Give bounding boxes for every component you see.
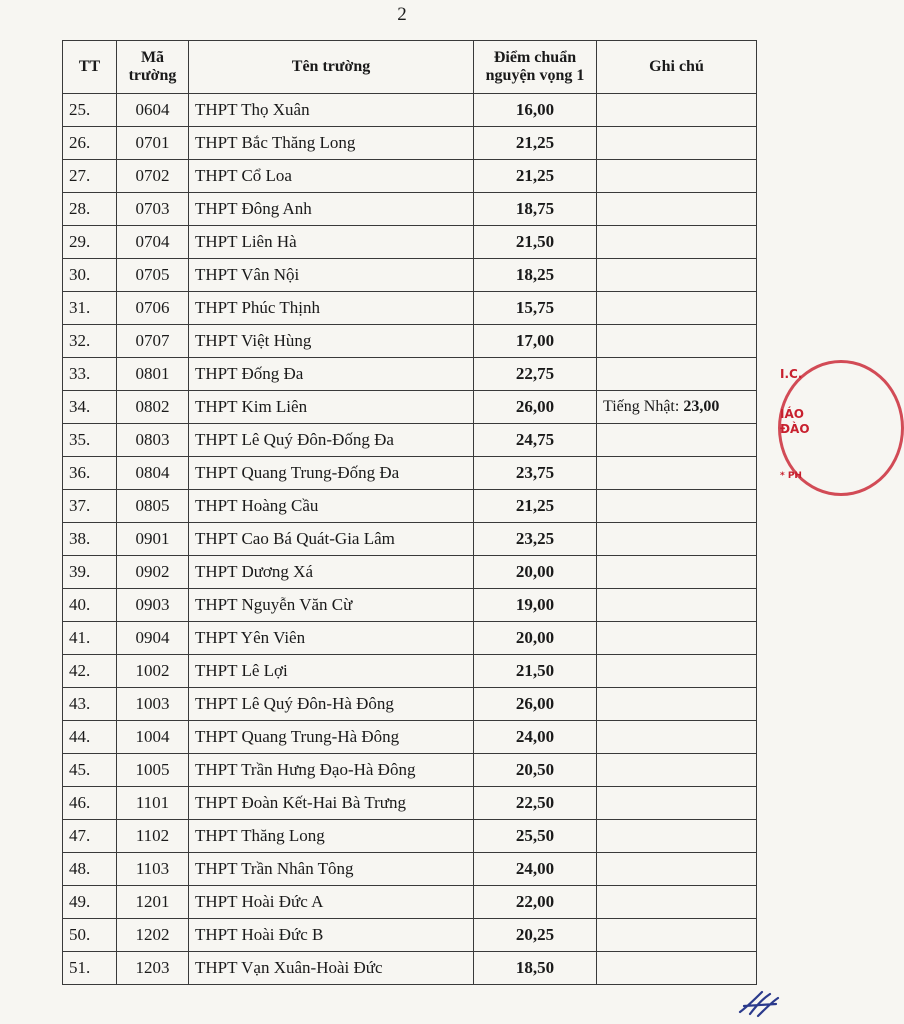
- school-name: THPT Lê Lợi: [189, 655, 474, 688]
- row-number: 33.: [63, 358, 117, 391]
- row-number: 28.: [63, 193, 117, 226]
- row-number: 49.: [63, 886, 117, 919]
- row-number: 32.: [63, 325, 117, 358]
- school-code: 0604: [117, 94, 189, 127]
- school-code: 0802: [117, 391, 189, 424]
- row-number: 46.: [63, 787, 117, 820]
- note: [597, 325, 757, 358]
- school-name: THPT Hoàng Cầu: [189, 490, 474, 523]
- school-code: 1103: [117, 853, 189, 886]
- stamp-text-line: IÁO: [780, 407, 804, 421]
- note: [597, 391, 757, 424]
- signature-mark: [736, 988, 782, 1018]
- note: [597, 919, 757, 952]
- table-row: [63, 424, 757, 457]
- school-code: 0804: [117, 457, 189, 490]
- row-number: 45.: [63, 754, 117, 787]
- note: [597, 655, 757, 688]
- table-row: [63, 655, 757, 688]
- header-note: Ghi chú: [597, 41, 757, 94]
- note: [597, 787, 757, 820]
- note: [597, 358, 757, 391]
- school-code: 0803: [117, 424, 189, 457]
- table-row: [63, 94, 757, 127]
- page-number: 2: [397, 4, 407, 25]
- school-code: 1002: [117, 655, 189, 688]
- row-number: 38.: [63, 523, 117, 556]
- row-number: 44.: [63, 721, 117, 754]
- row-number: 36.: [63, 457, 117, 490]
- school-name: THPT Vân Nội: [189, 259, 474, 292]
- cutoff-score: 24,75: [474, 424, 597, 457]
- table-row: [63, 127, 757, 160]
- table-row: [63, 358, 757, 391]
- official-stamp: [778, 360, 810, 490]
- header-school-name: Tên trường: [189, 41, 474, 94]
- stamp-text-line: ĐÀO: [780, 422, 810, 436]
- school-name: THPT Cổ Loa: [189, 160, 474, 193]
- school-name: THPT Đông Anh: [189, 193, 474, 226]
- school-code: 0706: [117, 292, 189, 325]
- row-number: 39.: [63, 556, 117, 589]
- note: [597, 424, 757, 457]
- table-body: [63, 94, 757, 985]
- school-name: THPT Bắc Thăng Long: [189, 127, 474, 160]
- school-code: 1101: [117, 787, 189, 820]
- row-number: 31.: [63, 292, 117, 325]
- row-number: 40.: [63, 589, 117, 622]
- school-code: 0704: [117, 226, 189, 259]
- school-name: THPT Thọ Xuân: [189, 94, 474, 127]
- note: [597, 688, 757, 721]
- row-number: 50.: [63, 919, 117, 952]
- note: [597, 226, 757, 259]
- cutoff-score: 22,50: [474, 787, 597, 820]
- row-number: 35.: [63, 424, 117, 457]
- school-name: THPT Lê Quý Đôn-Hà Đông: [189, 688, 474, 721]
- note: [597, 886, 757, 919]
- table-row: [63, 259, 757, 292]
- school-name: THPT Hoài Đức A: [189, 886, 474, 919]
- note: [597, 94, 757, 127]
- table-row: [63, 325, 757, 358]
- school-name: THPT Trần Nhân Tông: [189, 853, 474, 886]
- table-row: [63, 490, 757, 523]
- school-code: 1004: [117, 721, 189, 754]
- stamp-text-line: * PH: [780, 471, 802, 481]
- cutoff-score: 22,00: [474, 886, 597, 919]
- school-name: THPT Nguyễn Văn Cừ: [189, 589, 474, 622]
- note: [597, 622, 757, 655]
- school-code: 1202: [117, 919, 189, 952]
- school-name: THPT Vạn Xuân-Hoài Đức: [189, 952, 474, 985]
- school-code: 0703: [117, 193, 189, 226]
- row-number: 43.: [63, 688, 117, 721]
- cutoff-score: 20,25: [474, 919, 597, 952]
- school-code: 1005: [117, 754, 189, 787]
- school-name: THPT Kim Liên: [189, 391, 474, 424]
- cutoff-score: 26,00: [474, 391, 597, 424]
- table-row: [63, 754, 757, 787]
- table-row: [63, 919, 757, 952]
- school-name: THPT Quang Trung-Đống Đa: [189, 457, 474, 490]
- cutoff-score: 16,00: [474, 94, 597, 127]
- row-number: 27.: [63, 160, 117, 193]
- table-row: [63, 787, 757, 820]
- note: [597, 457, 757, 490]
- school-name: THPT Đoàn Kết-Hai Bà Trưng: [189, 787, 474, 820]
- row-number: 30.: [63, 259, 117, 292]
- note: [597, 556, 757, 589]
- row-number: 25.: [63, 94, 117, 127]
- school-name: THPT Hoài Đức B: [189, 919, 474, 952]
- note: [597, 160, 757, 193]
- cutoff-score: 18,25: [474, 259, 597, 292]
- table-row: [63, 721, 757, 754]
- note: [597, 523, 757, 556]
- note: [597, 292, 757, 325]
- table-row: [63, 853, 757, 886]
- note: [597, 259, 757, 292]
- table-header-row: [63, 41, 757, 94]
- row-number: 41.: [63, 622, 117, 655]
- school-code: 0901: [117, 523, 189, 556]
- table-row: [63, 952, 757, 985]
- row-number: 42.: [63, 655, 117, 688]
- note: [597, 193, 757, 226]
- row-number: 26.: [63, 127, 117, 160]
- school-name: THPT Phúc Thịnh: [189, 292, 474, 325]
- row-number: 47.: [63, 820, 117, 853]
- cutoff-score: 21,25: [474, 490, 597, 523]
- table-row: [63, 292, 757, 325]
- table-row: [63, 556, 757, 589]
- school-name: THPT Thăng Long: [189, 820, 474, 853]
- note: [597, 127, 757, 160]
- cutoff-score: 24,00: [474, 853, 597, 886]
- cutoff-score: 20,00: [474, 622, 597, 655]
- cutoff-score: 21,25: [474, 160, 597, 193]
- table-row: [63, 226, 757, 259]
- cutoff-score: 21,50: [474, 226, 597, 259]
- table-row: [63, 160, 757, 193]
- cutoff-score: 21,50: [474, 655, 597, 688]
- table-row: [63, 523, 757, 556]
- note: [597, 754, 757, 787]
- cutoff-score: 18,75: [474, 193, 597, 226]
- cutoff-score: 15,75: [474, 292, 597, 325]
- school-code: 0701: [117, 127, 189, 160]
- note: [597, 820, 757, 853]
- stamp-text-line: I.C.: [780, 367, 803, 381]
- cutoff-score: 25,50: [474, 820, 597, 853]
- note-label: Tiếng Nhật:: [603, 398, 680, 415]
- school-name: THPT Đống Đa: [189, 358, 474, 391]
- note: [597, 589, 757, 622]
- row-number: 51.: [63, 952, 117, 985]
- row-number: 29.: [63, 226, 117, 259]
- cutoff-score: 23,75: [474, 457, 597, 490]
- school-code: 0707: [117, 325, 189, 358]
- note: [597, 853, 757, 886]
- school-name: THPT Yên Viên: [189, 622, 474, 655]
- school-name: THPT Cao Bá Quát-Gia Lâm: [189, 523, 474, 556]
- row-number: 37.: [63, 490, 117, 523]
- school-code: 0702: [117, 160, 189, 193]
- cutoff-score: 18,50: [474, 952, 597, 985]
- table-row: [63, 820, 757, 853]
- school-name: THPT Trần Hưng Đạo-Hà Đông: [189, 754, 474, 787]
- school-code: 1203: [117, 952, 189, 985]
- cutoff-score: 21,25: [474, 127, 597, 160]
- admission-score-table: [62, 40, 757, 985]
- row-number: 48.: [63, 853, 117, 886]
- school-code: 1201: [117, 886, 189, 919]
- cutoff-score: 24,00: [474, 721, 597, 754]
- table-row: [63, 886, 757, 919]
- school-code: 0904: [117, 622, 189, 655]
- cutoff-score: 19,00: [474, 589, 597, 622]
- header-tt: TT: [63, 41, 117, 94]
- school-code: 0903: [117, 589, 189, 622]
- note: [597, 952, 757, 985]
- cutoff-score: 22,75: [474, 358, 597, 391]
- school-code: 0705: [117, 259, 189, 292]
- header-score: Điểm chuẩn nguyện vọng 1: [474, 41, 597, 94]
- note: [597, 490, 757, 523]
- school-code: 0801: [117, 358, 189, 391]
- table-row: [63, 688, 757, 721]
- school-name: THPT Quang Trung-Hà Đông: [189, 721, 474, 754]
- school-name: THPT Dương Xá: [189, 556, 474, 589]
- table-row: [63, 391, 757, 424]
- cutoff-score: 20,00: [474, 556, 597, 589]
- school-name: THPT Việt Hùng: [189, 325, 474, 358]
- note: [597, 721, 757, 754]
- school-code: 0805: [117, 490, 189, 523]
- table-row: [63, 193, 757, 226]
- cutoff-score: 20,50: [474, 754, 597, 787]
- row-number: 34.: [63, 391, 117, 424]
- note-value: 23,00: [683, 398, 720, 415]
- school-name: THPT Lê Quý Đôn-Đống Đa: [189, 424, 474, 457]
- table-row: [63, 622, 757, 655]
- cutoff-score: 23,25: [474, 523, 597, 556]
- cutoff-score: 26,00: [474, 688, 597, 721]
- table-row: [63, 589, 757, 622]
- school-code: 1003: [117, 688, 189, 721]
- school-name: THPT Liên Hà: [189, 226, 474, 259]
- school-code: 0902: [117, 556, 189, 589]
- table-row: [63, 457, 757, 490]
- header-school-code: Mã trường: [117, 41, 189, 94]
- cutoff-score: 17,00: [474, 325, 597, 358]
- school-code: 1102: [117, 820, 189, 853]
